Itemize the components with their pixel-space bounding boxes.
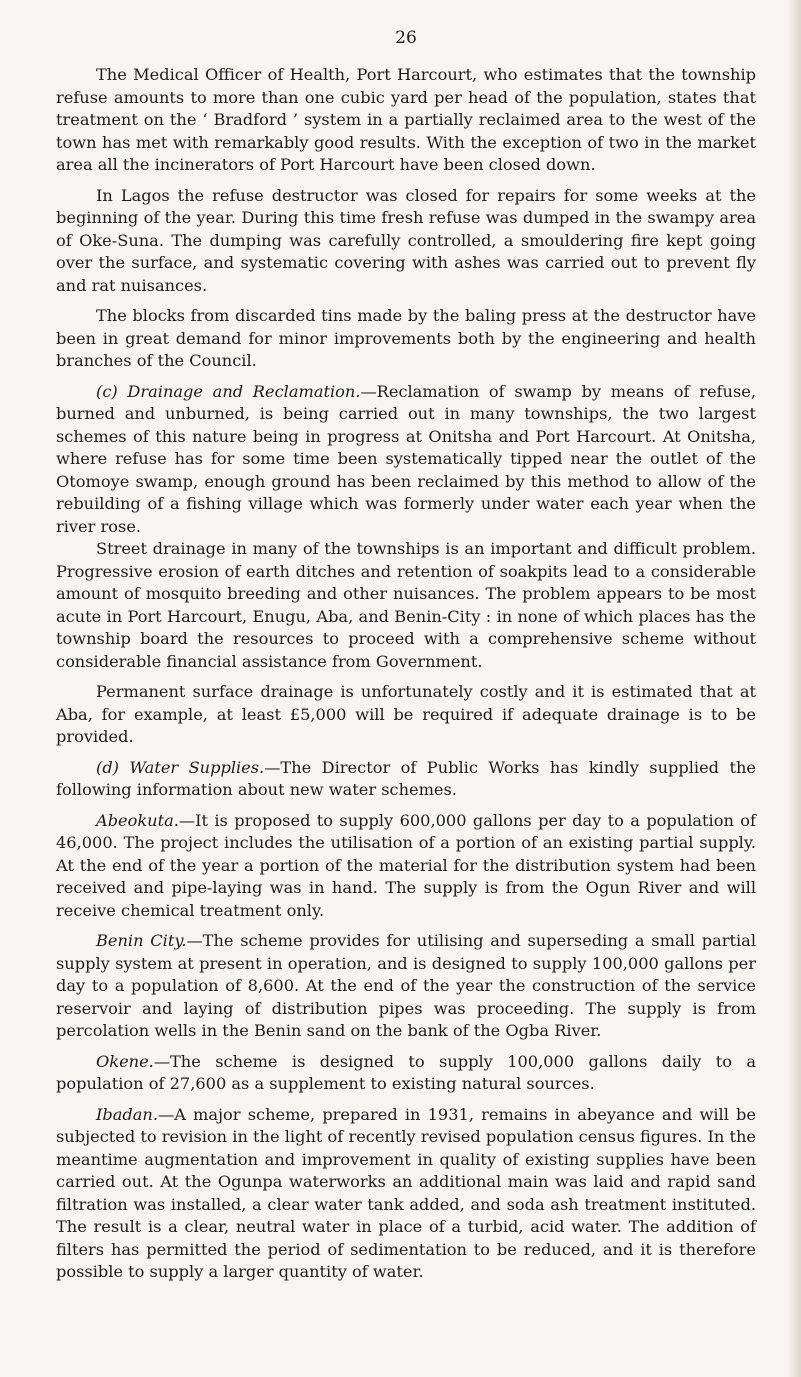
paragraph-baling-press-blocks [56, 305, 756, 373]
page-number: 26 [395, 28, 417, 48]
document-page [56, 28, 756, 1284]
paragraph-text: The Medical Officer of Health, Port Harcourt, who estimates that the township refuse amounts to more than one cubic yard per head of the population, states that treatment on the ‘ Bradford ’ system in a partially reclaimed area to the west of the town has met with remarkably good results. With the exception of two in the market area all the incinerators of Port Harcourt have been closed down. [56, 65, 756, 174]
page-edge-shadow [787, 0, 801, 1377]
paragraph-text: —A major scheme, prepared in 1931, remains in abeyance and will be subjected to revision in the light of recently revised population census figures. In the meantime augmentation and improvement in quality of existing supplies have been carried out. At the Ogunpa waterworks an additional main was laid and rapid sand filtration was installed, a clear water tank added, and soda ash treatment instituted. The result is a clear, neutral water in place of a turbid, acid water. The addition of filters has permitted the period of sedimentation to be reduced, and it is therefore possible to supply a larger quantity of water. [56, 1104, 756, 1281]
place-heading-okene: Okene. [96, 1051, 154, 1071]
paragraph-abeokuta [56, 810, 756, 923]
place-heading-benin-city: Benin City. [96, 931, 187, 950]
paragraph-text: —Reclamation of swamp by means of refuse, burned and unburned, is being carried out in many townships, the two largest schemes of this nature being in progress at Onitsha and Port Harcourt. At Onitsha, where refuse has for some time been systematically tipped near the outlet of the Otomoye swamp, enough ground has been reclaimed by this method to allow of the rebuilding of a fishing village which was formerly under water each year when the river rose. [56, 381, 757, 536]
place-heading-abeokuta: Abeokuta. [96, 810, 179, 830]
paragraph-text: —It is proposed to supply 600,000 gallons per day to a population of 46,000. The project includes the utilisation of a portion of an existing partial supply. At the end of the year a portion of the material for the distribution system had been received and pipe-laying was in hand. The supply is from the Ogun River and will receive chemical treatment only. [56, 810, 756, 920]
paragraph-ibadan [56, 1104, 756, 1284]
paragraph-surface-drainage-cost [56, 681, 756, 749]
paragraph-text: Street drainage in many of the townships is an important and difficult problem. Progressive erosion of earth ditches and retention of soakpits lead to a considerable amount of mosquito breeding and other nuisances. The problem appears to be most acute in Port Harcourt, Enugu, Aba, and Benin-City : in none of which places has the township board the resources to proceed with a comprehensive scheme without considerable financial assistance from Government. [56, 539, 756, 671]
place-heading-ibadan: Ibadan. [96, 1104, 158, 1124]
section-heading-water-supplies: (d) Water Supplies. [96, 757, 265, 777]
paragraph-port-harcourt-refuse [56, 64, 756, 177]
paragraph-text: —The Director of Public Works has kindly supplied the following information about new water schemes. [56, 757, 756, 799]
paragraph-lagos-destructor [56, 185, 756, 298]
paragraph-text: —The scheme provides for utilising and superseding a small partial supply system at present in operation, and is designed to supply 100,000 gallons per day to a population of 8,600. At the end of the year the construction of the service reservoir and laying of distribution pipes was proceeding. The supply is from percolation wells in the Benin sand on the bank of the Ogba River. [56, 931, 756, 1040]
paragraph-street-drainage [56, 538, 756, 673]
paragraph-text: The blocks from discarded tins made by the baling press at the destructor have been in great demand for minor improvements both by the engineering and health branches of the Council. [56, 306, 756, 370]
paragraph-drainage-reclamation [56, 381, 756, 539]
paragraph-text: In Lagos the refuse destructor was closed for repairs for some weeks at the beginning of the year. During this time fresh refuse was dumped in the swampy area of Oke-Suna. The dumping was carefully controlled, a smouldering fire kept going over the surface, and systematic covering with ashes was carried out to prevent fly and rat nuisances. [56, 185, 756, 295]
paragraph-okene [56, 1051, 756, 1096]
section-heading-drainage: (c) Drainage and Reclamation. [96, 381, 361, 401]
paragraph-water-supplies [56, 757, 756, 802]
paragraph-text: Permanent surface drainage is unfortunately costly and it is estimated that at Aba, for example, at least £5,000 will be required if adequate drainage is to be provided. [56, 682, 756, 746]
paragraph-benin-city [56, 930, 756, 1043]
paragraph-text: —The scheme is designed to supply 100,000 gallons daily to a population of 27,600 as a supplement to existing natural sources. [56, 1051, 756, 1093]
